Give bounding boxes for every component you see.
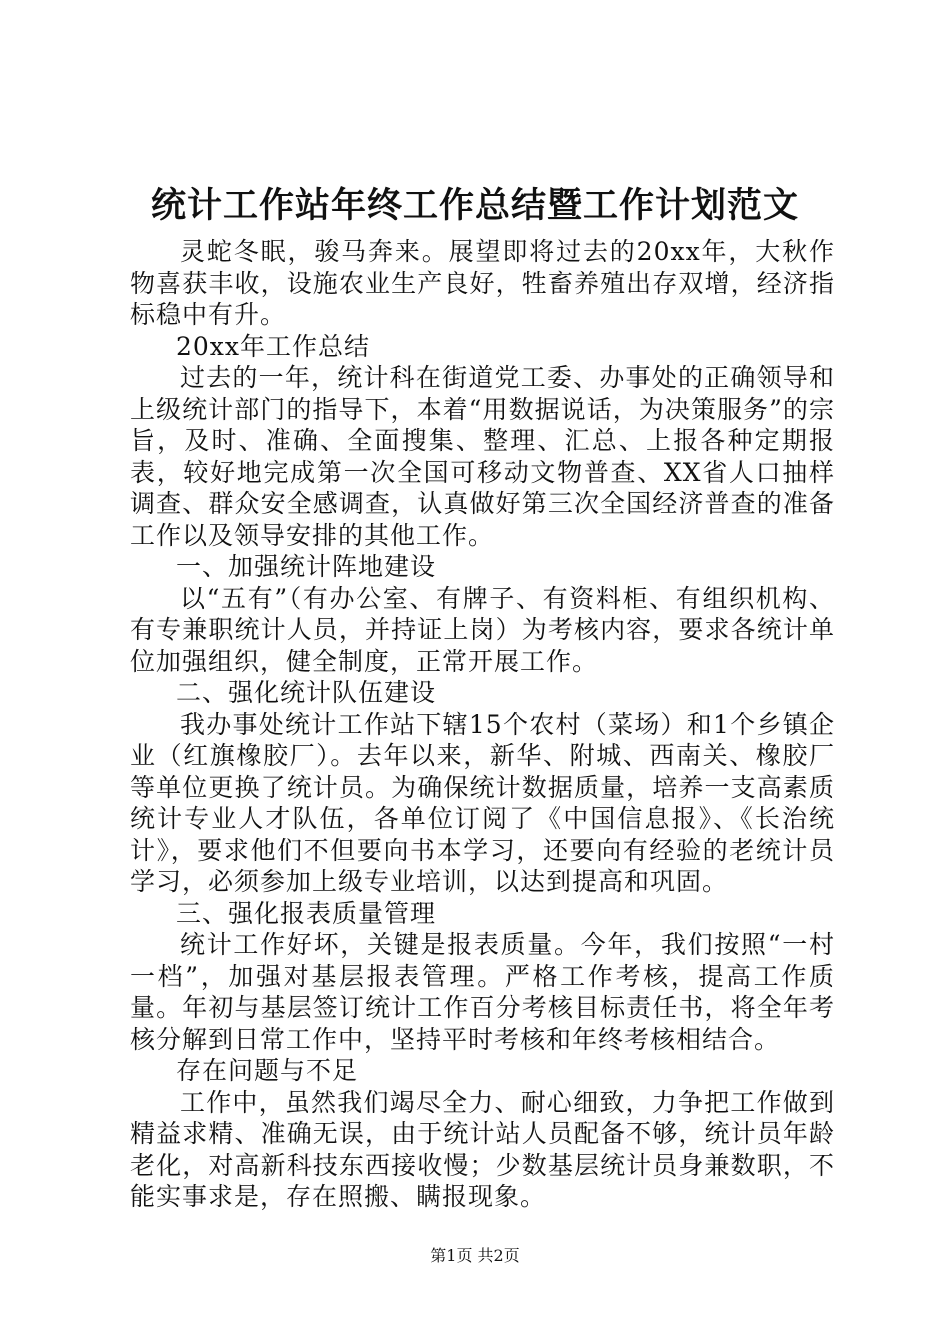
summary-heading: 20xx年工作总结 [176, 331, 371, 361]
section2-heading: 二、强化统计队伍建设 [176, 678, 437, 707]
summary-paragraph: 过去的一年，统计科在街道党工委、办事处的正确领导和上级统计部门的指导下，本着“用数据说话，为决策服务”的宗旨，及时、准确、全面搜集、整理、汇总、上报各种定期报表，较好地完成第一次全国可移动文物普查、XX省人口抽样调查、群众安全感调查，认真做好第三次全国经济普查的准备工作以及领导安排的其他工作。 [130, 363, 835, 550]
section3-paragraph: 统计工作好坏，关键是报表质量。今年，我们按照“一村一档”，加强对基层报表管理。严格工作考核，提高工作质量。年初与基层签订统计工作百分考核目标责任书，将全年考核分解到日常工作中，坚持平时考核和年终考核相结合。 [130, 930, 835, 1054]
problems-paragraph: 工作中，虽然我们竭尽全力、耐心细致，力争把工作做到精益求精、准确无误，由于统计站人员配备不够，统计员年龄老化，对高新科技东西接收慢；少数基层统计员身兼数职，不能实事求是，存在照搬、瞒报现象。 [130, 1087, 835, 1211]
section1-heading: 一、加强统计阵地建设 [176, 552, 437, 581]
page-footer: 第1页 共2页 [430, 1246, 520, 1265]
intro-paragraph: 灵蛇冬眠，骏马奔来。展望即将过去的20xx年，大秋作物喜获丰收，设施农业生产良好，牲畜养殖出存双增，经济指标稳中有升。 [130, 237, 835, 329]
section1-paragraph: 以“五有”（有办公室、有牌子、有资料柜、有组织机构、有专兼职统计人员，并持证上岗）为考核内容，要求各统计单位加强组织，健全制度，正常开展工作。 [130, 583, 835, 676]
section2-paragraph: 我办事处统计工作站下辖15个农村（菜场）和1个乡镇企业（红旗橡胶厂）。去年以来，新华、附城、西南关、橡胶厂等单位更换了统计员。为确保统计数据质量，培养一支高素质统计专业人才队伍，各单位订阅了《中国信息报》、《长治统计》，要求他们不但要向书本学习，还要向有经验的老统计员学习，必须参加上级专业培训，以达到提高和巩固。 [130, 709, 835, 896]
section3-heading: 三、强化报表质量管理 [176, 898, 437, 928]
document-body [130, 236, 835, 1213]
problems-heading: 存在问题与不足 [176, 1056, 359, 1085]
document-title: 统计工作站年终工作总结暨工作计划范文 [150, 185, 799, 226]
